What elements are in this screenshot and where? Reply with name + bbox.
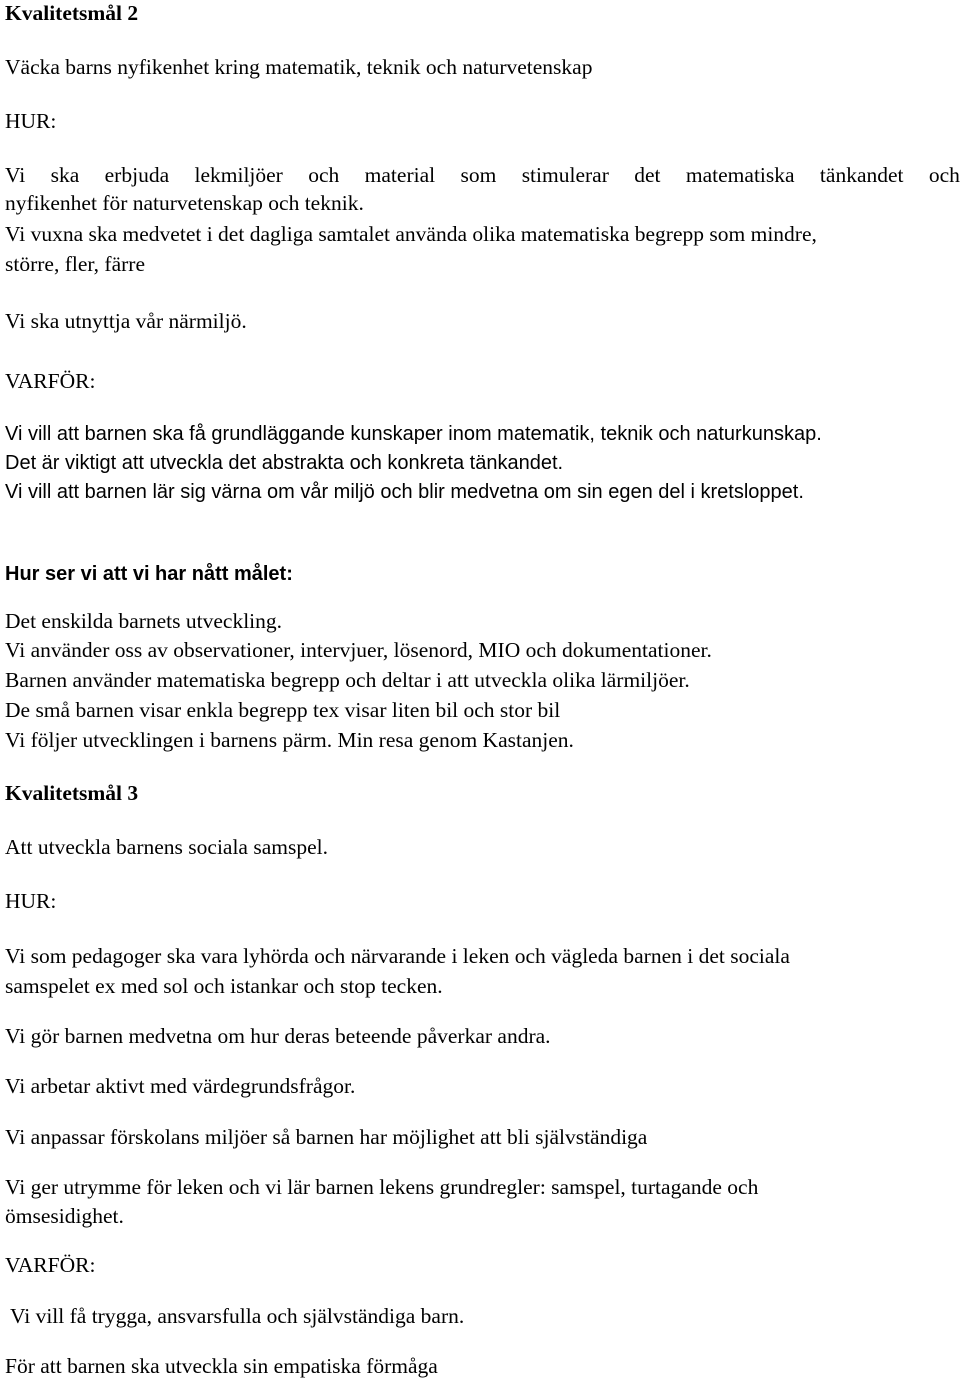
justified-word: och	[308, 163, 340, 187]
varfor-q2-line-3: Vi vill att barnen lär sig värna om vår miljö och blir medvetna om sin egen del i kretsloppet.	[5, 481, 804, 503]
justified-word: material	[364, 163, 436, 187]
justified-word: som	[460, 163, 497, 187]
heading-hur-ser-vi: Hur ser vi att vi har nått målet:	[5, 563, 293, 585]
hur-ser-line-5: Vi följer utvecklingen i barnens pärm. Min resa genom Kastanjen.	[5, 728, 574, 752]
hur-q3-line-7: ömsesidighet.	[5, 1204, 124, 1228]
justified-word: stimulerar	[521, 163, 609, 187]
heading-kvalitetsmal-2: Kvalitetsmål 2	[5, 1, 139, 25]
varfor-q3-line-1: Vi vill få trygga, ansvarsfulla och självständiga barn.	[5, 1304, 465, 1328]
varfor-q3-line-2: För att barnen ska utveckla sin empatiska förmåga	[5, 1354, 438, 1378]
hur-q2-line-3: Vi vuxna ska medvetet i det dagliga samtalet använda olika matematiska begrepp som mindre,	[5, 222, 817, 246]
justified-word: ska	[50, 163, 80, 187]
hur-ser-line-4: De små barnen visar enkla begrepp tex visar liten bil och stor bil	[5, 698, 561, 722]
goal-text-q3: Att utveckla barnens sociala samspel.	[5, 835, 328, 859]
justified-word: det	[634, 163, 661, 187]
goal-text-q2: Väcka barns nyfikenhet kring matematik, teknik och naturvetenskap	[5, 55, 593, 79]
hur-q3-line-6: Vi ger utrymme för leken och vi lär barnen lekens grundregler: samspel, turtagande och	[5, 1175, 759, 1199]
justified-word: erbjuda	[104, 163, 170, 187]
justified-word: matematiska	[685, 163, 795, 187]
hur-q3-line-1: Vi som pedagoger ska vara lyhörda och närvarande i leken och vägleda barnen i det sociala	[5, 944, 790, 968]
hur-ser-line-1: Det enskilda barnets utveckling.	[5, 609, 283, 633]
hur-ser-line-3: Barnen använder matematiska begrepp och deltar i att utveckla olika lärmiljöer.	[5, 668, 690, 692]
hur-q2-line-2: nyfikenhet för naturvetenskap och teknik.	[5, 191, 364, 215]
hur-label-q2: HUR:	[5, 109, 57, 133]
hur-q2-line-1	[5, 161, 960, 189]
hur-label-q3: HUR:	[5, 889, 57, 913]
hur-ser-line-2: Vi använder oss av observationer, intervjuer, lösenord, MIO och dokumentationer.	[5, 638, 712, 662]
justified-word: Vi	[5, 163, 26, 187]
hur-q3-line-3: Vi gör barnen medvetna om hur deras beteende påverkar andra.	[5, 1024, 551, 1048]
varfor-q2-line-2: Det är viktigt att utveckla det abstrakta och konkreta tänkandet.	[5, 452, 564, 474]
justified-word: lekmiljöer	[194, 163, 283, 187]
varfor-q2-line-1: Vi vill att barnen ska få grundläggande kunskaper inom matematik, teknik och naturkunskap.	[5, 423, 822, 445]
hur-q3-line-4: Vi arbetar aktivt med värdegrundsfrågor.	[5, 1074, 356, 1098]
varfor-label-q2: VARFÖR:	[5, 369, 96, 393]
hur-q2-line-5: Vi ska utnyttja vår närmiljö.	[5, 309, 247, 333]
justified-word: tänkandet	[819, 163, 904, 187]
justified-word: och	[928, 163, 960, 187]
hur-q3-line-5: Vi anpassar förskolans miljöer så barnen har möjlighet att bli självständiga	[5, 1125, 648, 1149]
hur-q3-line-2: samspelet ex med sol och istankar och stop tecken.	[5, 974, 443, 998]
varfor-label-q3: VARFÖR:	[5, 1253, 96, 1277]
heading-kvalitetsmal-3: Kvalitetsmål 3	[5, 781, 139, 805]
hur-q2-line-4: större, fler, färre	[5, 252, 145, 276]
